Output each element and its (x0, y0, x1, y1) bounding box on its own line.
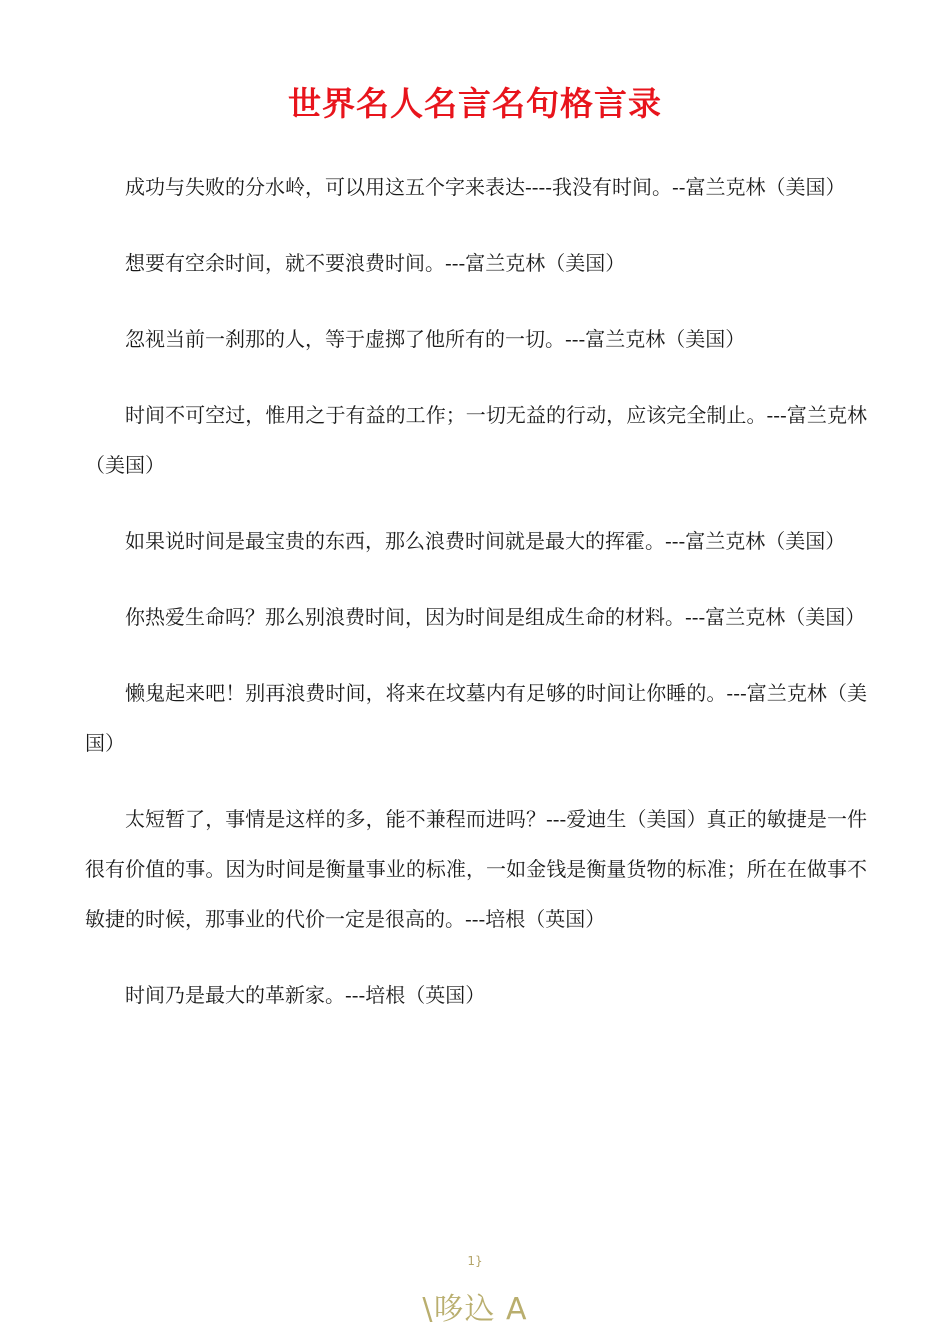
document-title: 世界名人名言名句格言录 (288, 84, 662, 123)
quote-paragraph-8: 太短暂了，事情是这样的多，能不兼程而进吗？---爱迪生（美国）真正的敏捷是一件很有价值的事。因为时间是衡量事业的标准，一如金钱是衡量货物的标准；所在在做事不敏捷的时候，那事业的代价一定是很高的。---培根（英国） (85, 807, 867, 931)
page-number: 1} (467, 1254, 483, 1268)
quote-paragraph-7: 懒鬼起来吧！别再浪费时间，将来在坟墓内有足够的时间让你睡的。---富兰克林（美国） (85, 681, 867, 755)
quote-paragraph-9: 时间乃是最大的革新家。---培根（英国） (125, 983, 486, 1007)
quote-paragraph-1: 成功与失败的分水岭，可以用这五个字来表达----我没有时间。--富兰克林（美国） (125, 175, 846, 199)
document-body (85, 162, 867, 1046)
footer-watermark: \哆込 A (422, 1292, 528, 1327)
quote-paragraph-2: 想要有空余时间，就不要浪费时间。---富兰克林（美国） (125, 251, 626, 275)
quote-paragraph-4: 时间不可空过，惟用之于有益的工作；一切无益的行动，应该完全制止。---富兰克林（美国） (85, 403, 867, 477)
quote-paragraph-3: 忽视当前一刹那的人，等于虚掷了他所有的一切。---富兰克林（美国） (125, 327, 746, 351)
quote-paragraph-6: 你热爱生命吗？那么别浪费时间，因为时间是组成生命的材料。---富兰克林（美国） (125, 605, 866, 629)
quote-paragraph-5: 如果说时间是最宝贵的东西，那么浪费时间就是最大的挥霍。---富兰克林（美国） (125, 529, 846, 553)
